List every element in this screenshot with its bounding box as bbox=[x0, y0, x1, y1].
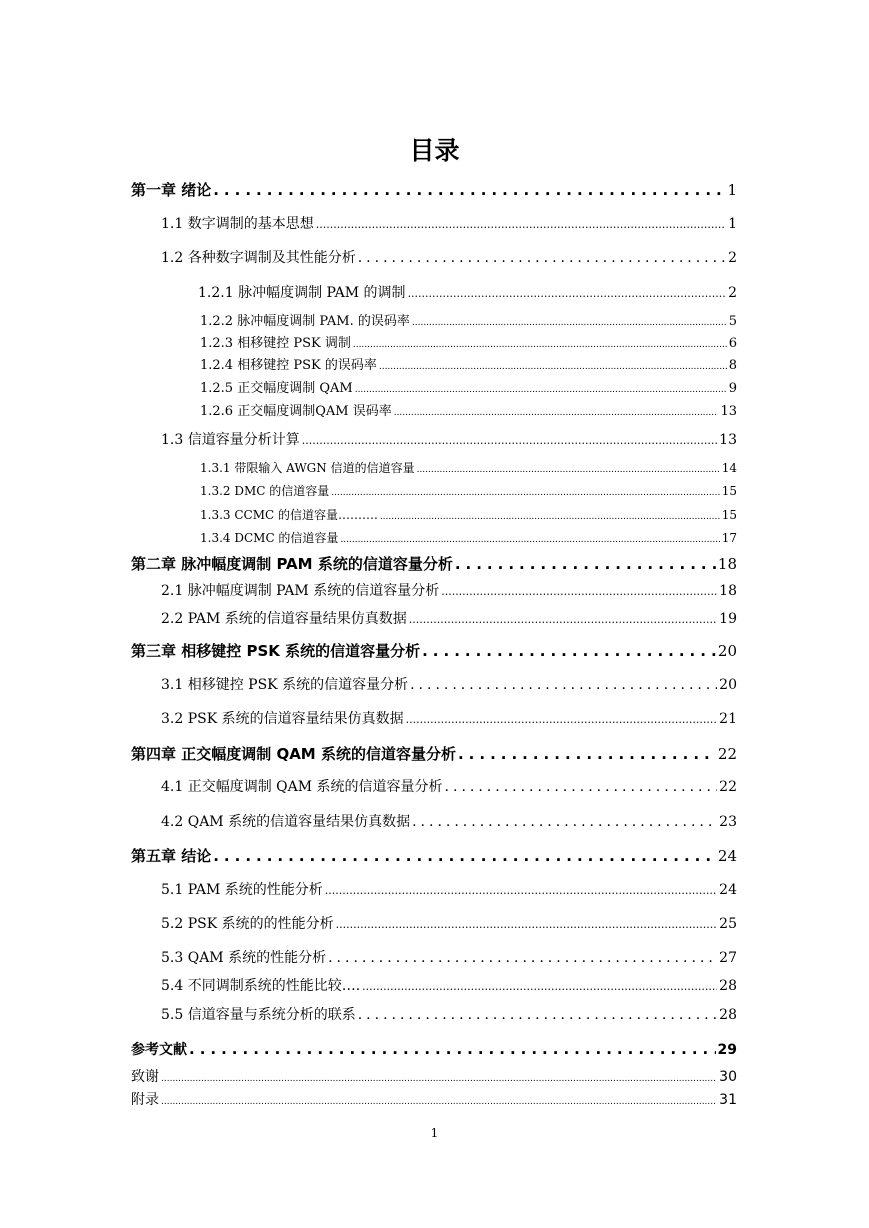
toc-entry-page: 22 bbox=[719, 779, 737, 795]
toc-entry-4-2[interactable] bbox=[161, 812, 737, 832]
dot-leader bbox=[380, 507, 720, 527]
toc-entry-page: 20 bbox=[717, 642, 737, 660]
dot-leader bbox=[161, 1069, 717, 1089]
dot-leader bbox=[336, 915, 718, 935]
dot-leader bbox=[406, 710, 718, 730]
toc-entry-page: 17 bbox=[721, 531, 737, 545]
toc-entry-4-1[interactable] bbox=[161, 777, 737, 797]
toc-entry-page: 29 bbox=[717, 1042, 737, 1058]
dot-leader bbox=[213, 846, 716, 866]
dot-leader bbox=[445, 777, 718, 797]
toc-entry-1-3-2[interactable] bbox=[200, 481, 737, 503]
toc-entry-label: 1.2 各种数字调制及其性能分析 bbox=[161, 250, 356, 266]
toc-entry-page: 21 bbox=[719, 711, 737, 727]
toc-entry-page: 24 bbox=[717, 847, 737, 865]
toc-entry-page: 2 bbox=[728, 285, 737, 301]
toc-entry-label: 附录 bbox=[131, 1092, 159, 1108]
dot-leader bbox=[441, 582, 717, 602]
toc-entry-page: 1 bbox=[728, 216, 737, 232]
toc-entry-chapter-4[interactable] bbox=[131, 744, 737, 764]
toc-entry-page: 27 bbox=[719, 950, 737, 966]
dot-leader bbox=[355, 380, 727, 400]
toc-entry-page: 8 bbox=[728, 358, 737, 373]
toc-entry-page: 31 bbox=[719, 1092, 737, 1108]
toc-entry-page: 1 bbox=[727, 181, 737, 199]
toc-entry-2-2[interactable] bbox=[161, 609, 737, 630]
toc-entry-5-1[interactable] bbox=[161, 880, 737, 901]
toc-entry-label: 第四章 正交幅度调制 QAM 系统的信道容量分析 bbox=[131, 745, 456, 763]
dot-leader bbox=[325, 881, 717, 901]
toc-entry-page: 18 bbox=[717, 555, 737, 573]
toc-entry-label: 1.3.1 带限输入 AWGN 信道的信道容量 bbox=[200, 461, 415, 475]
dot-leader bbox=[189, 1039, 716, 1059]
toc-entry-label: 第二章 脉冲幅度调制 PAM 系统的信道容量分析 bbox=[131, 555, 453, 573]
dot-leader bbox=[410, 675, 717, 695]
toc-entry-page: 15 bbox=[721, 508, 737, 522]
dot-leader bbox=[358, 248, 726, 268]
dot-leader bbox=[302, 431, 717, 451]
toc-entry-acknowledgements[interactable] bbox=[131, 1067, 737, 1089]
toc-entry-label: 4.2 QAM 系统的信道容量结果仿真数据 bbox=[161, 814, 411, 830]
toc-entry-3-1[interactable] bbox=[161, 675, 737, 695]
toc-entry-5-5[interactable] bbox=[161, 1005, 737, 1025]
toc-entry-page: 28 bbox=[719, 1007, 737, 1023]
dot-leader bbox=[331, 483, 719, 503]
toc-entry-1-3-4[interactable] bbox=[200, 528, 737, 550]
toc-entry-label: 1.1 数字调制的基本思想 bbox=[161, 216, 314, 232]
toc-entry-chapter-1[interactable] bbox=[131, 180, 737, 200]
toc-entry-1-2-6[interactable] bbox=[200, 402, 737, 423]
toc-entry-appendix[interactable] bbox=[131, 1090, 737, 1112]
toc-entry-1-2[interactable] bbox=[161, 248, 737, 268]
dot-leader bbox=[422, 641, 716, 661]
dot-leader bbox=[412, 313, 727, 333]
dot-leader bbox=[408, 284, 727, 304]
toc-entry-label: 参考文献 bbox=[131, 1042, 187, 1058]
toc-entry-label: 1.2.3 相移键控 PSK 调制 bbox=[200, 336, 351, 351]
toc-entry-page: 22 bbox=[717, 745, 737, 763]
toc-entry-label: 1.3 信道容量分析计算 bbox=[161, 432, 300, 448]
toc-entry-references[interactable] bbox=[131, 1039, 737, 1060]
dot-leader bbox=[213, 180, 725, 200]
toc-entry-5-3[interactable] bbox=[161, 948, 737, 968]
toc-entry-label: 2.2 PAM 系统的信道容量结果仿真数据 bbox=[161, 611, 407, 627]
toc-entry-page: 30 bbox=[719, 1069, 737, 1085]
toc-entry-page: 13 bbox=[720, 404, 737, 419]
toc-entry-page: 20 bbox=[719, 677, 737, 693]
toc-entry-5-4[interactable] bbox=[161, 976, 737, 997]
toc-entry-page: 9 bbox=[728, 381, 737, 396]
toc-entry-label: 致谢 bbox=[131, 1069, 159, 1085]
toc-entry-page: 13 bbox=[719, 432, 737, 448]
toc-entry-label: 5.4 不同调制系统的性能比较…. bbox=[161, 978, 361, 994]
toc-entry-page: 15 bbox=[721, 484, 737, 498]
dot-leader bbox=[417, 460, 720, 480]
toc-entry-label: 3.2 PSK 系统的信道容量结果仿真数据 bbox=[161, 711, 404, 727]
dot-leader bbox=[316, 215, 726, 235]
toc-title: 目录 bbox=[409, 136, 460, 165]
toc-entry-1-2-4[interactable] bbox=[200, 356, 737, 377]
dot-leader bbox=[328, 948, 717, 968]
dot-leader bbox=[362, 977, 717, 997]
dot-leader bbox=[379, 357, 727, 377]
toc-entry-3-2[interactable] bbox=[161, 709, 737, 730]
toc-entry-1-2-2[interactable] bbox=[200, 312, 737, 333]
toc-entry-label: 1.2.2 脉冲幅度调制 PAM. 的误码率 bbox=[200, 314, 410, 329]
toc-entry-label: 第一章 绪论 bbox=[131, 181, 212, 199]
toc-entry-page: 5 bbox=[728, 314, 737, 329]
toc-entry-label: 1.2.5 正交幅度调制 QAM bbox=[200, 381, 353, 396]
toc-entry-1-2-5[interactable] bbox=[200, 379, 737, 400]
toc-entry-page: 24 bbox=[719, 882, 737, 898]
toc-entry-label: 1.2.6 正交幅度调制QAM 误码率 bbox=[200, 404, 392, 419]
toc-entry-page: 25 bbox=[719, 916, 737, 932]
toc-entry-1-2-1[interactable] bbox=[198, 283, 737, 304]
toc-entry-chapter-3[interactable] bbox=[131, 641, 737, 661]
toc-entry-label: 1.3.3 CCMC 的信道容量………. bbox=[200, 508, 378, 522]
toc-entry-page: 28 bbox=[719, 978, 737, 994]
toc-entry-label: 1.2.1 脉冲幅度调制 PAM 的调制 bbox=[198, 285, 406, 301]
toc-entry-1-3-1[interactable] bbox=[200, 458, 737, 480]
dot-leader bbox=[161, 1092, 717, 1112]
toc-entry-label: 3.1 相移键控 PSK 系统的信道容量分析 bbox=[161, 677, 409, 693]
toc-entry-label: 1.3.2 DMC 的信道容量 bbox=[200, 484, 330, 498]
toc-entry-page: 2 bbox=[728, 250, 737, 266]
toc-entry-page: 23 bbox=[719, 814, 737, 830]
toc-entry-2-1[interactable] bbox=[161, 581, 737, 602]
toc-entry-chapter-2[interactable] bbox=[131, 554, 737, 574]
page-number: 1 bbox=[430, 1126, 439, 1140]
toc-entry-label: 1.2.4 相移键控 PSK 的误码率 bbox=[200, 358, 377, 373]
dot-leader bbox=[412, 812, 717, 832]
toc-entry-1-2-3[interactable] bbox=[200, 334, 737, 355]
dot-leader bbox=[340, 530, 719, 550]
toc-entry-label: 5.5 信道容量与系统分析的联系 bbox=[161, 1007, 356, 1023]
toc-entry-label: 第三章 相移键控 PSK 系统的信道容量分析 bbox=[131, 642, 421, 660]
toc-entry-1-3-3[interactable] bbox=[200, 505, 737, 527]
toc-entry-1-1[interactable] bbox=[161, 214, 737, 235]
toc-entry-label: 5.2 PSK 系统的的性能分析 bbox=[161, 916, 334, 932]
dot-leader bbox=[409, 610, 717, 630]
toc-entry-chapter-5[interactable] bbox=[131, 846, 737, 866]
toc-entry-page: 18 bbox=[719, 583, 737, 599]
toc-entry-1-3[interactable] bbox=[161, 430, 737, 451]
dot-leader bbox=[394, 403, 719, 423]
dot-leader bbox=[353, 335, 727, 355]
toc-entry-page: 19 bbox=[719, 611, 737, 627]
toc-entry-label: 1.3.4 DCMC 的信道容量 bbox=[200, 531, 339, 545]
toc-entry-page: 6 bbox=[728, 336, 737, 351]
toc-entry-page: 14 bbox=[721, 461, 737, 475]
dot-leader bbox=[458, 744, 716, 764]
toc-entry-label: 2.1 脉冲幅度调制 PAM 系统的信道容量分析 bbox=[161, 583, 440, 599]
toc-entry-label: 4.1 正交幅度调制 QAM 系统的信道容量分析 bbox=[161, 779, 443, 795]
dot-leader bbox=[455, 554, 716, 574]
dot-leader bbox=[358, 1005, 717, 1025]
toc-entry-label: 5.3 QAM 系统的性能分析 bbox=[161, 950, 327, 966]
toc-entry-5-2[interactable] bbox=[161, 914, 737, 935]
toc-entry-label: 5.1 PAM 系统的性能分析 bbox=[161, 882, 323, 898]
toc-entry-label: 第五章 结论 bbox=[131, 847, 212, 865]
